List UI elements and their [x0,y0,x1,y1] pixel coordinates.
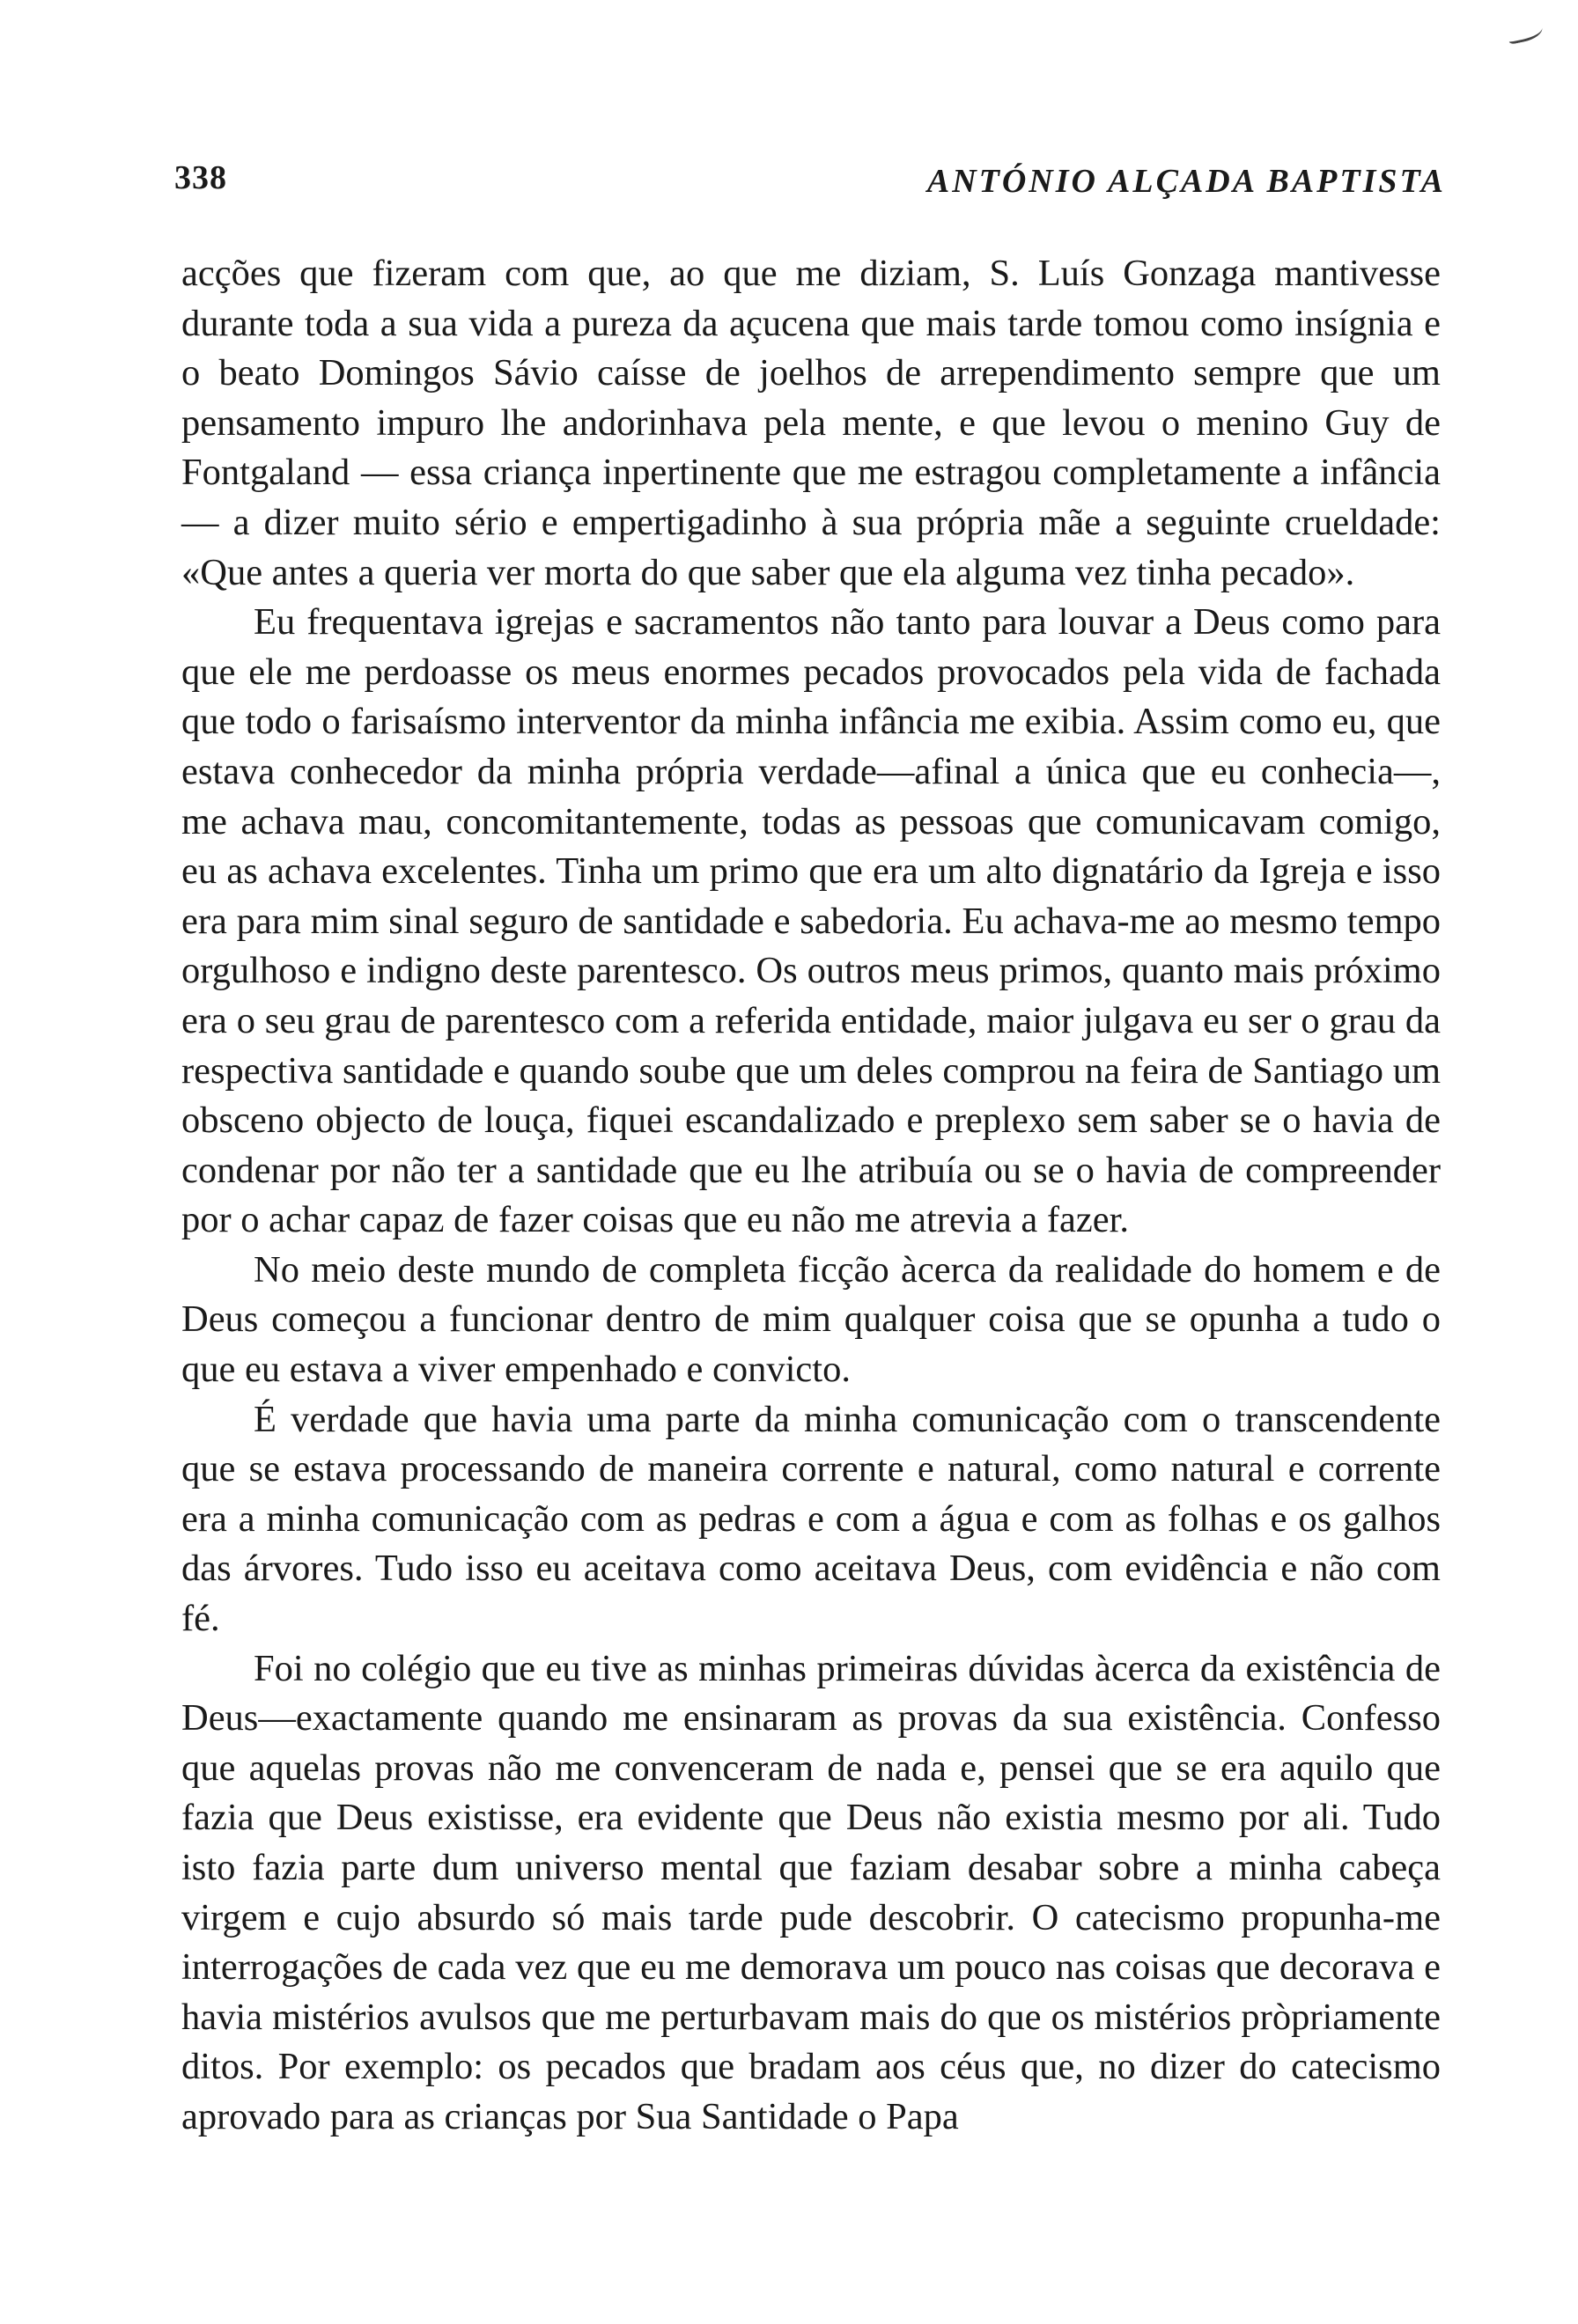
paragraph: É verdade que havia uma parte da minha comunicação com o transcendente que se estava processando de maneira corrente e natural, como natural e corrente era a minha comunicação com as pedras e com a água e com as folhas e os galhos das árvores. Tudo isso eu aceitava como aceitava Deus, com evidência e não com fé. [181,1398,1441,1640]
page-number: 338 [174,159,227,196]
pen-mark [1506,21,1544,45]
paragraph: acções que fizeram com que, ao que me diziam, S. Luís Gonzaga mantivesse durante toda a sua vida a pureza da açucena que mais tarde tomou como insígnia e o beato Domingos Sávio caísse de joelhos de arrependimento sempre que um pensamento impuro lhe andorinhava pela mente, e que levou o menino Guy de Fontgaland — essa criança inpertinente que me estragou completamente a infância — a dizer muito sério e empertigadinho à sua própria mãe a seguinte crueldade: «Que antes a queria ver morta do que saber que ela alguma vez tinha pecado». [181,253,1441,593]
paragraph: No meio deste mundo de completa ficção àcerca da realidade do homem e de Deus começou a funcionar dentro de mim qualquer coisa que se opunha a tudo o que eu estava a viver empenhado e convicto. [181,1248,1441,1391]
running-head: ANTÓNIO ALÇADA BAPTISTA [926,163,1446,200]
paragraph: Foi no colégio que eu tive as minhas primeiras dúvidas àcerca da existência de Deus—exactamente quando me ensinaram as provas da sua existência. Confesso que aquelas provas não me convenceram de nada e, pensei que se era aquilo que fazia que Deus existisse, era evidente que Deus não existia mesmo por ali. Tudo isto fazia parte dum universo mental que faziam desabar sobre a minha cabeça virgem e cujo absurdo só mais tarde pude descobrir. O catecismo propunha-me interrogações de cada vez que eu me demorava um pouco nas coisas que decorava e havia mistérios avulsos que me perturbavam mais do que os mistérios pròpriamente ditos. Por exemplo: os pecados que bradam aos céus que, no dizer do catecismo aprovado para as crianças por Sua Santidade o Papa [181,1647,1441,2137]
paragraph: Eu frequentava igrejas e sacramentos não tanto para louvar a Deus como para que ele me perdoasse os meus enormes pecados provocados pela vida de fachada que todo o farisaísmo interventor da minha infância me exibia. Assim como eu, que estava conhecedor da minha própria verdade—afinal a única que eu conhecia—, me achava mau, concomitantemente, todas as pessoas que comunicavam comigo, eu as achava excelentes. Tinha um primo que era um alto dignatário da Igreja e isso era para mim sinal seguro de santidade e sabedoria. Eu achava-me ao mesmo tempo orgulhoso e indigno deste parentesco. Os outros meus primos, quanto mais próximo era o seu grau de parentesco com a referida entidade, maior julgava eu ser o grau da respectiva santidade e quando soube que um deles comprou na feira de Santiago um obsceno objecto de louça, fiquei escandalizado e preplexo sem saber se o havia de condenar por não ter a santidade que eu lhe atribuía ou se o havia de compreender por o achar capaz de fazer coisas que eu não me atrevia a fazer. [181,601,1441,1241]
body-text [181,249,1441,2143]
page-header [174,158,1446,211]
